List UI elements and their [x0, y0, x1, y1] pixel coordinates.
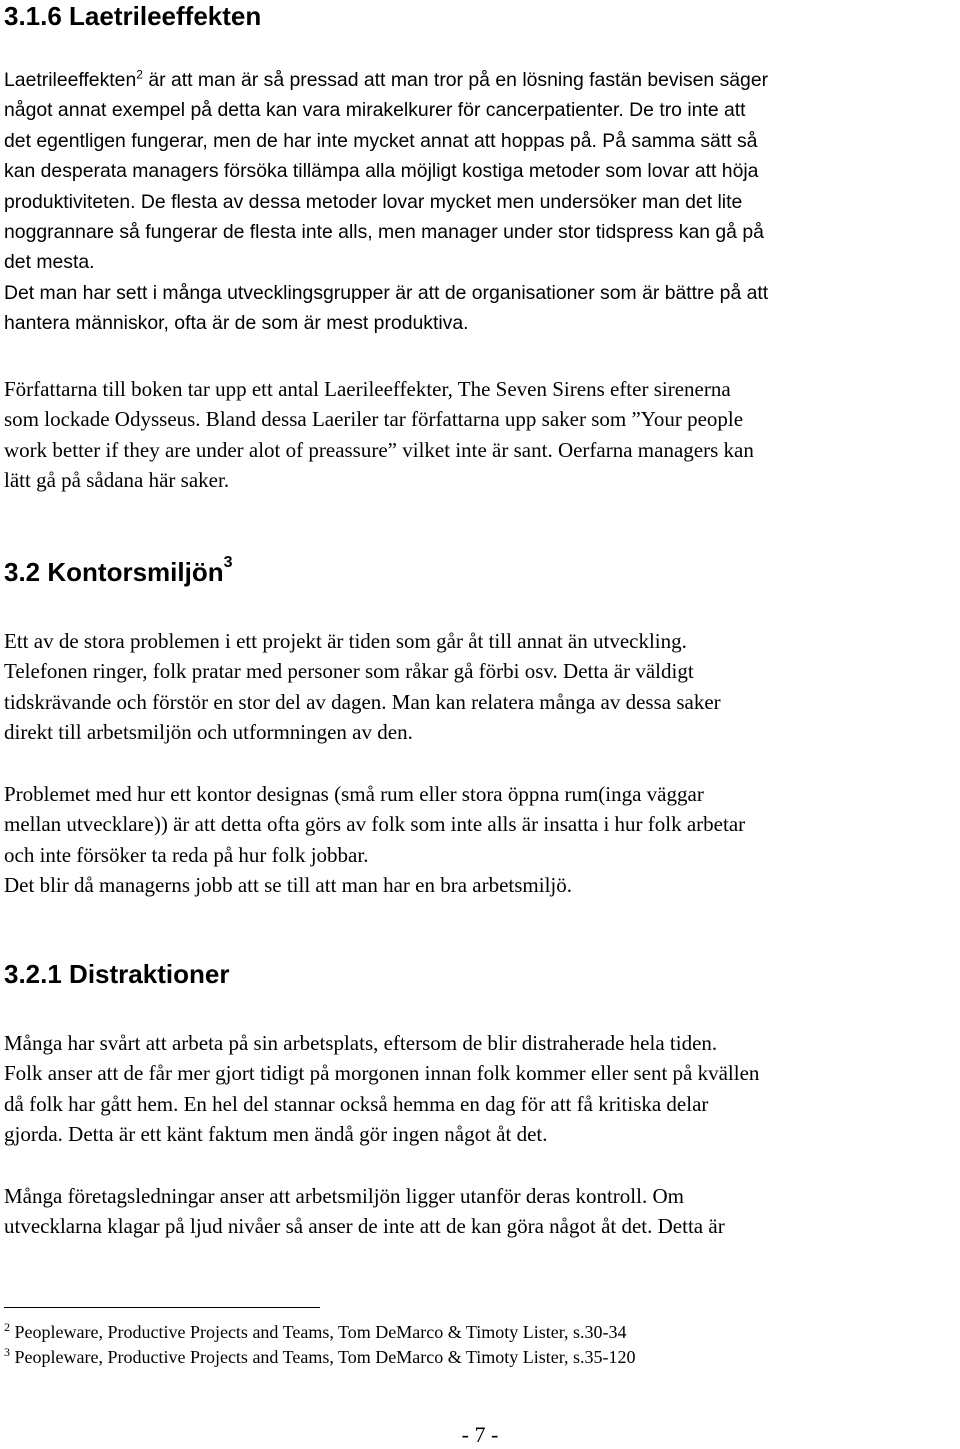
- paragraph-office-problems: [4, 626, 956, 748]
- text-line: Problemet med hur ett kontor designas (små rum eller stora öppna rum(inga väggar: [4, 782, 704, 806]
- paragraph-laetrile-intro: [4, 65, 956, 339]
- text-line: Telefonen ringer, folk pratar med personer som råkar gå förbi osv. Detta är väldigt: [4, 659, 694, 684]
- text-line: Ett av de stora problemen i ett projekt är tiden som går åt till annat än utveckling.: [4, 629, 687, 653]
- text-line: Många företagsledningar anser att arbetsmiljön ligger utanför deras kontroll. Om: [4, 1184, 684, 1208]
- text-line: Folk anser att de får mer gjort tidigt på morgonen innan folk kommer eller sent på kvällen: [4, 1061, 760, 1086]
- paragraph-distractions: [4, 1028, 956, 1150]
- text-line: utvecklarna klagar på ljud nivåer så anser de inte att de kan göra något åt det. Detta är: [4, 1214, 725, 1239]
- text-line: Många har svårt att arbeta på sin arbetsplats, eftersom de blir distraherade hela tiden.: [4, 1031, 718, 1055]
- text-line: work better if they are under alot of preassure” vilket inte är sant. Oerfarna managers kan: [4, 437, 754, 462]
- footnote-ref-3: 3: [223, 554, 233, 572]
- text-line: som lockade Odysseus. Bland dessa Laeriler tar författarna upp saker som ”Your people: [4, 407, 744, 432]
- footnote-divider: [4, 1307, 320, 1308]
- footnote-ref-2: 2: [136, 67, 143, 82]
- text-line: gjorda. Detta är ett känt faktum men ändå gör ingen något åt det.: [4, 1122, 548, 1147]
- text-line: [4, 65, 956, 95]
- text-line: något annat exempel på detta kan vara mirakelkurer för cancerpatienter. De tro inte att: [4, 99, 746, 122]
- text-line: och inte försöker ta reda på hur folk jobbar.: [4, 842, 369, 867]
- footnote-2: [4, 1320, 956, 1345]
- text-line: direkt till arbetsmiljön och utformningen av den.: [4, 720, 413, 745]
- footnote-text: Peopleware, Productive Projects and Teams, Tom DeMarco & Timoty Lister, s.35-120: [10, 1347, 636, 1367]
- text-line: kan desperata managers försöka tillämpa alla möjligt kostiga metoder som lovar att höja: [4, 160, 759, 183]
- text-line: noggrannare så fungerar de flesta inte alls, men manager under stor tidspress kan gå på: [4, 221, 764, 244]
- text-line: det mesta.: [4, 251, 95, 274]
- section-heading-3-2: [4, 556, 232, 588]
- paragraph-seven-sirens: [4, 374, 956, 496]
- heading-text: 3.2 Kontorsmiljön: [4, 557, 224, 587]
- section-heading-3-2-1: 3.2.1 Distraktioner: [4, 959, 230, 989]
- footnote-number: 2: [4, 1320, 10, 1334]
- section-heading-3-1-6: 3.1.6 Laetrileeffekten: [4, 1, 262, 31]
- footnote-text: Peopleware, Productive Projects and Teams, Tom DeMarco & Timoty Lister, s.30-34: [10, 1322, 627, 1342]
- text-line: det egentligen fungerar, men de har inte mycket annat att hoppas på. På samma sätt så: [4, 129, 758, 152]
- text-line: Författarna till boken tar upp ett antal Laerileeffekter, The Seven Sirens efter sirenerna: [4, 377, 731, 401]
- text-line: mellan utvecklare)) är att detta ofta görs av folk som inte alls är insatta i hur folk arbetar: [4, 812, 746, 837]
- text-line: Det blir då managerns jobb att se till att man har en bra arbetsmiljö.: [4, 873, 572, 898]
- text-run: är att man är så pressad att man tror på en lösning fastän bevisen säger: [142, 69, 769, 91]
- text-line: tidskrävande och förstör en stor del av dagen. Man kan relatera många av dessa saker: [4, 689, 721, 714]
- text-line: produktiviteten. De flesta av dessa metoder lovar mycket men undersöker man det lite: [4, 190, 743, 213]
- page-number: - 7 -: [461, 1422, 499, 1447]
- footnote-3: [4, 1345, 956, 1370]
- text-line: lätt gå på sådana här saker.: [4, 468, 230, 493]
- paragraph-office-design: [4, 779, 956, 901]
- paragraph-management: [4, 1181, 956, 1242]
- text-line: Det man har sett i många utvecklingsgrupper är att de organisationer som är bättre på att: [4, 281, 769, 304]
- text-run: Laetrileeffekten: [4, 69, 137, 91]
- text-line: då folk har gått hem. En hel del stannar också hemma en dag för att få kritiska delar: [4, 1091, 709, 1116]
- footnote-number: 3: [4, 1345, 10, 1359]
- text-line: hantera människor, ofta är de som är mest produktiva.: [4, 312, 469, 335]
